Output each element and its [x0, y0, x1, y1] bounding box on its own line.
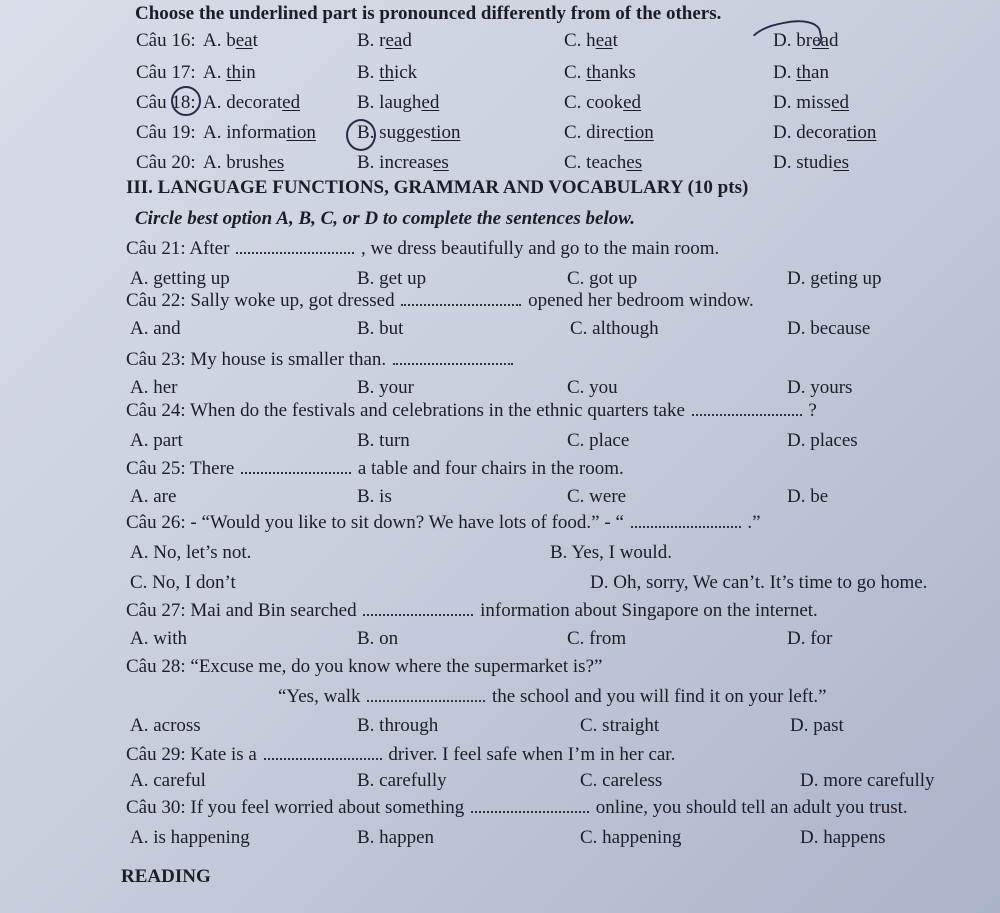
underlined-part: es [432, 152, 449, 173]
question-number: Câu 20: [136, 152, 196, 173]
q26c-option-a[interactable]: C. No, I don’t [130, 572, 236, 593]
q26d-option-a[interactable]: D. Oh, sorry, We can’t. It’s time to go home. [590, 572, 928, 593]
q29-option-c[interactable]: C. careless [580, 770, 663, 791]
option-a[interactable]: A. beat [203, 30, 258, 51]
option-d[interactable]: D. decoration [773, 122, 877, 143]
answer-blank [241, 458, 351, 474]
answer-blank [367, 686, 485, 702]
q22-option-a[interactable]: A. and [130, 318, 181, 339]
q27-stem: Câu 27: Mai and Bin searched information about Singapore on the internet. [126, 600, 818, 621]
option-a[interactable]: A. decorated [203, 92, 301, 113]
q28-stem: Câu 28: “Excuse me, do you know where the supermarket is?” [126, 656, 603, 677]
q23-option-c[interactable]: C. you [567, 377, 618, 398]
q29-option-d[interactable]: D. more carefully [800, 770, 935, 791]
section-heading: III. LANGUAGE FUNCTIONS, GRAMMAR AND VOCABULARY (10 pts) [126, 177, 749, 198]
q30-option-d[interactable]: D. happens [800, 827, 886, 848]
q25-option-b[interactable]: B. is [357, 486, 392, 507]
q30-option-a[interactable]: A. is happening [130, 827, 250, 848]
answer-circle-q18 [171, 86, 201, 116]
q21-stem: Câu 21: After , we dress beautifully and go to the main room. [126, 238, 720, 259]
q30-option-c[interactable]: C. happening [580, 827, 682, 848]
underlined-part: th [586, 62, 601, 83]
underlined-part: tion [846, 122, 877, 143]
q23-option-d[interactable]: D. yours [787, 377, 853, 398]
q24-option-d[interactable]: D. places [787, 430, 858, 451]
option-a[interactable]: A. thin [203, 62, 256, 83]
q24-option-a[interactable]: A. part [130, 430, 183, 451]
q28-stem-line2: “Yes, walk the school and you will find it on your left.” [278, 686, 827, 707]
option-b[interactable]: B. suggestion [357, 122, 461, 143]
q23-option-b[interactable]: B. your [357, 377, 414, 398]
q25-stem: Câu 25: There a table and four chairs in the room. [126, 458, 624, 479]
q29-option-b[interactable]: B. carefully [357, 770, 447, 791]
q25-option-d[interactable]: D. be [787, 486, 829, 507]
option-d[interactable]: D. studies [773, 152, 850, 173]
option-a[interactable]: A. information [203, 122, 316, 143]
q28-option-d[interactable]: D. past [790, 715, 844, 736]
underlined-part: tion [624, 122, 654, 143]
answer-blank [401, 290, 521, 306]
underlined-part: ed [623, 92, 642, 113]
q22-option-c[interactable]: C. although [570, 318, 659, 339]
answer-blank [393, 349, 513, 365]
q22-option-d[interactable]: D. because [787, 318, 871, 339]
q30-option-b[interactable]: B. happen [357, 827, 435, 848]
q26b-option-a[interactable]: B. Yes, I would. [550, 542, 672, 563]
option-d[interactable]: D. missed [773, 92, 850, 113]
instruction-text: Circle best option A, B, C, or D to complete the sentences below. [135, 208, 635, 229]
underlined-part: ea [812, 30, 829, 51]
q27-option-b[interactable]: B. on [357, 628, 399, 649]
q24-option-c[interactable]: C. place [567, 430, 630, 451]
q29-stem: Câu 29: Kate is a driver. I feel safe when I’m in her car. [126, 744, 676, 765]
option-b[interactable]: B. laughed [357, 92, 440, 113]
option-d[interactable]: D. than [773, 62, 829, 83]
q28-option-a[interactable]: A. across [130, 715, 201, 736]
answer-circle-q16 [745, 15, 825, 66]
underlined-part: ed [282, 92, 301, 113]
option-a[interactable]: A. brushes [203, 152, 285, 173]
question-number: Câu 18: [136, 92, 196, 113]
q24-stem: Câu 24: When do the festivals and celebrations in the ethnic quarters take ? [126, 400, 817, 421]
answer-blank [264, 744, 382, 760]
q24-option-b[interactable]: B. turn [357, 430, 410, 451]
q27-option-d[interactable]: D. for [787, 628, 833, 649]
q21-option-d[interactable]: D. geting up [787, 268, 882, 289]
underlined-part: th [796, 62, 812, 83]
option-c[interactable]: C. thanks [564, 62, 636, 83]
underlined-part: es [626, 152, 643, 173]
option-d[interactable]: D. bread [773, 30, 839, 51]
reading-heading: READING [121, 866, 211, 887]
question-number: Câu 16: [136, 30, 196, 51]
q25-option-c[interactable]: C. were [567, 486, 627, 507]
question-number: Câu 19: [136, 122, 196, 143]
option-c[interactable]: C. heat [564, 30, 618, 51]
phonetics-header: Choose the underlined part is pronounced differently from of the others. [135, 3, 722, 24]
underlined-part: ea [385, 30, 403, 51]
option-c[interactable]: C. direction [564, 122, 654, 143]
answer-blank [692, 400, 802, 416]
answer-blank [471, 797, 589, 813]
underlined-part: tion [430, 122, 461, 143]
underlined-part: ed [421, 92, 440, 113]
q30-stem: Câu 30: If you feel worried about something online, you should tell an adult you trust. [126, 797, 908, 818]
q27-option-c[interactable]: C. from [567, 628, 627, 649]
option-c[interactable]: C. cooked [564, 92, 642, 113]
q21-option-c[interactable]: C. got up [567, 268, 638, 289]
q29-option-a[interactable]: A. careful [130, 770, 206, 791]
underlined-part: th [226, 62, 242, 83]
q21-option-a[interactable]: A. getting up [130, 268, 230, 289]
underlined-part: tion [286, 122, 316, 143]
q23-option-a[interactable]: A. her [130, 377, 178, 398]
question-number: Câu 17: [136, 62, 196, 83]
underlined-part: es [833, 152, 850, 173]
option-b[interactable]: B. increases [357, 152, 449, 173]
option-c[interactable]: C. teaches [564, 152, 643, 173]
q28-option-b[interactable]: B. through [357, 715, 439, 736]
underlined-part: ed [831, 92, 850, 113]
option-b[interactable]: B. read [357, 30, 412, 51]
q21-option-b[interactable]: B. get up [357, 268, 427, 289]
q22-stem: Câu 22: Sally woke up, got dressed opened her bedroom window. [126, 290, 754, 311]
q22-option-b[interactable]: B. but [357, 318, 404, 339]
answer-blank [631, 512, 741, 528]
option-b[interactable]: B. thick [357, 62, 418, 83]
underlined-part: th [379, 62, 394, 83]
answer-circle-q19 [346, 119, 376, 151]
q27-option-a[interactable]: A. with [130, 628, 187, 649]
answer-blank [236, 238, 354, 254]
underlined-part: es [268, 152, 285, 173]
underlined-part: ea [595, 30, 613, 51]
q26-stem: Câu 26: - “Would you like to sit down? We have lots of food.” - “ .” [126, 512, 761, 533]
q28-option-c[interactable]: C. straight [580, 715, 660, 736]
underlined-part: ea [235, 30, 253, 51]
q26a-option-a[interactable]: A. No, let’s not. [130, 542, 252, 563]
q23-stem: Câu 23: My house is smaller than. [126, 349, 515, 371]
q25-option-a[interactable]: A. are [130, 486, 177, 507]
answer-blank [363, 600, 473, 616]
